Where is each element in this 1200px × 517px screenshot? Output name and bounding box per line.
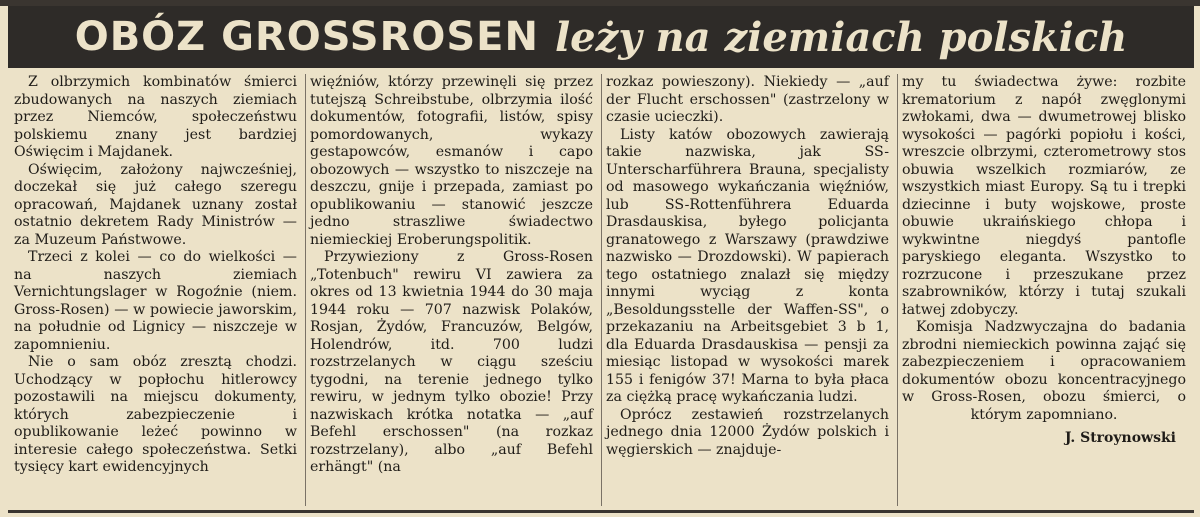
headline-main: OBÓZ GROSSROSEN	[74, 14, 539, 60]
paragraph: Nie o sam obóz zresztą chodzi. Uchodzący w popłochu hitlerowcy pozostawili na miejscu dokumenty, których zabezpieczenie i opublikowanie leżeć powinno w interesie całego społeczeństwa. Setki tysięcy kart ewidencyjnych	[14, 354, 297, 475]
headline-script: leży na ziemiach polskich	[554, 13, 1128, 61]
paragraph: Trzeci z kolei — co do wielkości — na naszych ziemiach Vernichtungslager w Rogoźnie (niem. Gross-Rosen) — w powiecie jaworskim, na południe od Lignicy — niszczeje w zapomnieniu.	[14, 249, 297, 353]
paragraph: Komisja Nadzwyczajna do badania zbrodni niemieckich powinna zająć się zabezpieczeniem i opracowaniem dokumentów obozu koncentracyjnego w Gross-Rosen, obozu śmierci, o którym zapomniano.	[902, 319, 1186, 423]
headline-banner	[8, 6, 1194, 68]
paragraph: Oprócz zestawień rozstrzelanych jednego dnia 12000 Żydów polskich i węgierskich — znajduje-	[606, 406, 889, 458]
column-1	[10, 74, 306, 506]
paragraph: Przywieziony z Gross-Rosen „Totenbuch" rewiru VI zawiera za okres od 13 kwietnia 1944 do 30 maja 1944 roku — 707 nazwisk Polaków, Rosjan, Żydów, Francuzów, Belgów, Holendrów, itd. 700 ludzi rozstrzelanych w ciągu sześciu tygodni, na terenie jednego tylko rewiru, w jednym tylko obozie! Przy nazwiskach krótka notatka — „auf Befehl erschossen" (na rozkaz rozstrzelany), albo „auf Befehl erhängt" (na	[310, 249, 593, 475]
paragraph: rozkaz powieszony). Niekiedy — „auf der Flucht erschossen" (zastrzelony w czasie ucieczki).	[606, 74, 889, 125]
paragraph: Z olbrzymich kombinatów śmierci zbudowanych na naszych ziemiach przez Niemców, społeczeństwu polskiemu znany jest bardziej Oświęcim i Majdanek.	[14, 74, 297, 160]
column-4	[898, 74, 1194, 506]
column-2	[306, 74, 602, 506]
paragraph: Oświęcim, założony najwcześniej, doczekał się już całego szeregu opracowań, Majdanek uznany został ostatnio dekretem Rady Ministrów — za Muzeum Państwowe.	[14, 161, 297, 248]
paragraph: my tu świadectwa żywe: rozbite krematorium z napół zwęglonymi zwłokami, dwa — dwumetrowej blisko wysokości — pagórki popiołu i kości, wreszcie olbrzymi, czterometrowy stos obuwia wszelkich rozmiarów, ze wszystkich miast Europy. Są tu i trepki dziecinne i buty wojskowe, proste obuwie ukraińskiego chłopa i wykwintne niegdyś pantofle paryskiego eleganta. Wszystko to rozrzucone i przeszukane przez szabrowników, którzy i tutaj szukali łatwej zdobyczy.	[902, 74, 1186, 318]
paragraph: więźniów, którzy przewinęli się przez tutejszą Schreibstube, olbrzymia ilość dokumentów, fotografii, listów, spisy pomordowanych, wykazy gestapowców, esmanów i capo obozowych — wszystko to niszczeje na deszczu, gnije i przepada, zamiast po opublikowaniu — stanowić jeszcze jedno straszliwe świadectwo niemieckiej Eroberungspolitik.	[310, 74, 593, 248]
bottom-rule	[8, 510, 1194, 513]
paragraph: Listy katów obozowych zawierają takie nazwiska, jak SS-Unterscharführera Brauna, specjalisty od masowego wykańczania więźniów, lub SS-Rottenführera Eduarda Drasdauskisa, byłego policjanta granatowego z Warszawy (prawdziwe nazwisko — Drozdowski). W papierach tego ostatniego znalazł się między innymi wyciąg z konta „Besoldungsstelle der Waffen-SS", o przekazaniu na Arbeitsgebiet 3 b 1, dla Eduarda Drasdauskisa — pensji za miesiąc listopad w wysokości marek 155 i fenigów 37! Marna to była płaca za ciężką pracę wykańczania ludzi.	[606, 126, 889, 405]
article-body	[10, 74, 1194, 506]
author-signature: J. Stroynowski	[1064, 430, 1176, 446]
column-3	[602, 74, 898, 506]
